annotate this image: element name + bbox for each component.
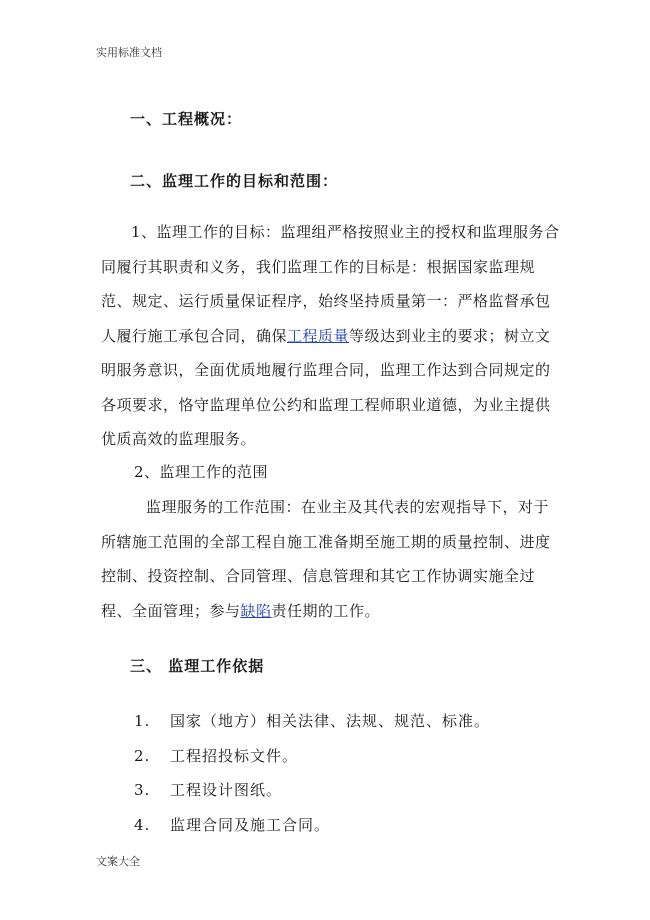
section-2-title: 二、监理工作的目标和范围： (130, 172, 339, 190)
scope-text-prefix: 监理服务的工作范围：在业主及其代表的宏观指导下，对于所辖施工范围的全部工程自施工准备期至施工期的质量控制、进度控制、投资控制、合同管理、信息管理和其它工作协调实施全过程、全面管理；参与 (101, 498, 551, 620)
list-number: 3. (134, 781, 151, 799)
page-footer: 文案大全 (96, 855, 140, 868)
list-text: 工程招投标文件。 (170, 747, 299, 765)
section-1-title: 一、工程概况： (130, 110, 243, 128)
scope-subtitle: 2、监理工作的范围 (134, 463, 269, 481)
engineering-quality-link[interactable]: 工程质量 (287, 326, 350, 345)
list-text: 国家（地方）相关法律、法规、规范、标准。 (170, 712, 491, 730)
list-number: 4. (134, 816, 151, 834)
section-3-title: 三、 监理工作依据 (130, 657, 265, 675)
goal-text-suffix: 等级达到业主的要求；树立文明服务意识，全面优质地履行监理合同，监理工作达到合同规定的各项要求，恪守监理单位公约和监理工程师职业道德，为业主提供优质高效的监理服务。 (101, 326, 551, 448)
basis-list-item (134, 814, 330, 835)
list-number: 2. (134, 747, 151, 765)
defect-link[interactable]: 缺陷 (240, 601, 272, 620)
list-text: 监理合同及施工合同。 (170, 816, 331, 834)
basis-list-item (134, 745, 298, 766)
list-number: 1. (134, 712, 151, 730)
page-header: 实用标准文档 (96, 46, 162, 59)
goal-text-prefix: 1、监理工作的目标：监理组严格按照业主的授权和监理服务合同履行其职责和义务，我们监理工作的目标是：根据国家监理规范、规定、运行质量保证程序，始终坚持质量第一：严格监督承包人履行施工承包合同，确保 (101, 223, 560, 345)
list-text: 工程设计图纸。 (170, 781, 283, 799)
basis-list-item (134, 710, 490, 731)
monitoring-goal-paragraph (101, 215, 561, 457)
scope-text-suffix: 责任期的工作。 (271, 601, 381, 620)
monitoring-scope-paragraph (101, 490, 561, 628)
basis-list-item (134, 779, 282, 800)
